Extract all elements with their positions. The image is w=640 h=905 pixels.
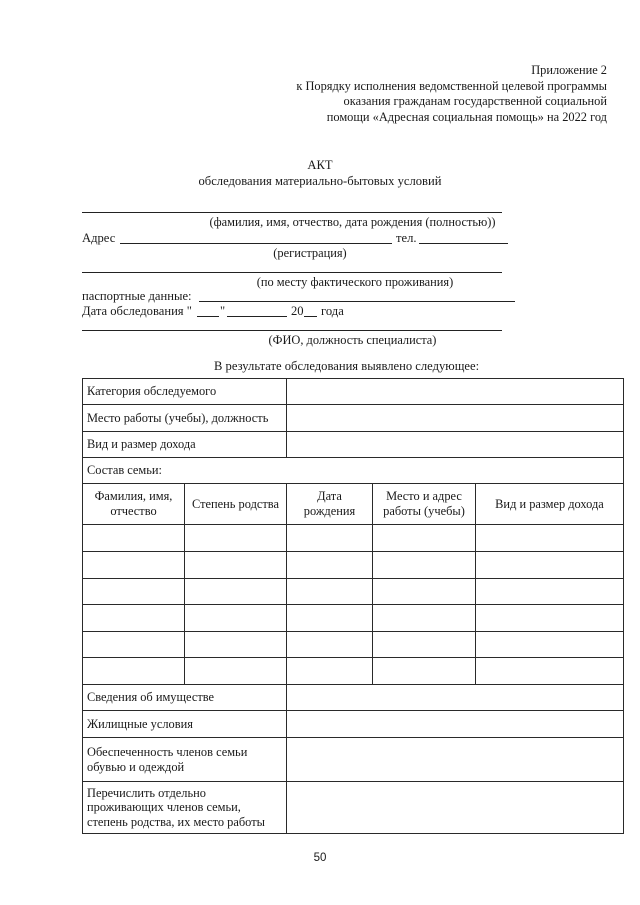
family-cell[interactable]	[83, 552, 185, 579]
family-cell[interactable]	[83, 579, 185, 605]
value-cell[interactable]	[287, 405, 624, 432]
address-line[interactable]	[120, 243, 392, 244]
family-header: Дата рождения	[287, 484, 373, 525]
date-day-line[interactable]	[197, 316, 219, 317]
appendix-line: Приложение 2	[531, 63, 607, 77]
phone-label: тел.	[396, 231, 417, 245]
family-row	[83, 605, 624, 632]
family-label: Состав семьи:	[83, 458, 624, 484]
family-row	[83, 632, 624, 658]
date-year-suffix: года	[321, 304, 344, 318]
phone-line[interactable]	[419, 243, 508, 244]
family-cell[interactable]	[476, 552, 624, 579]
family-cell[interactable]	[373, 605, 476, 632]
family-cell[interactable]	[476, 605, 624, 632]
family-header: Степень родства	[185, 484, 287, 525]
family-cell[interactable]	[83, 632, 185, 658]
act-title: АКТ	[307, 158, 333, 172]
table-row	[83, 782, 624, 834]
family-cell[interactable]	[373, 525, 476, 552]
family-cell[interactable]	[185, 632, 287, 658]
family-cell[interactable]	[287, 632, 373, 658]
table-row	[83, 458, 624, 484]
table-row	[83, 432, 624, 458]
passport-line[interactable]	[199, 301, 515, 302]
date-label	[82, 304, 192, 319]
specialist-line[interactable]	[82, 330, 502, 331]
page-number: 50	[313, 852, 327, 864]
appendix-header	[296, 63, 607, 125]
family-header: Фамилия, имя, отчество	[83, 484, 185, 525]
fio-line[interactable]	[82, 212, 502, 213]
row-label: Перечислить отдельно проживающих членов семьи, степень родства, их место работы	[83, 782, 287, 834]
date-year-prefix: 20	[291, 304, 304, 318]
family-header: Место и адрес работы (учебы)	[373, 484, 476, 525]
appendix-line: оказания гражданам государственной социальной	[343, 94, 607, 109]
family-cell[interactable]	[185, 658, 287, 685]
family-cell[interactable]	[83, 525, 185, 552]
value-cell[interactable]	[287, 738, 624, 782]
family-cell[interactable]	[476, 579, 624, 605]
act-subtitle: обследования материально-бытовых условий	[198, 174, 442, 188]
row-label: Категория обследуемого	[83, 379, 287, 405]
table-row	[83, 405, 624, 432]
table-row	[83, 711, 624, 738]
table-row	[83, 685, 624, 711]
date-year-line[interactable]	[304, 316, 317, 317]
family-cell[interactable]	[476, 658, 624, 685]
table-row	[83, 738, 624, 782]
appendix-line: к Порядку исполнения ведомственной целевой программы	[296, 78, 607, 93]
family-cell[interactable]	[287, 552, 373, 579]
family-cell[interactable]	[83, 658, 185, 685]
family-cell[interactable]	[476, 525, 624, 552]
value-cell[interactable]	[287, 685, 624, 711]
actual-residence-caption: (по месту фактического проживания)	[256, 275, 454, 289]
family-row	[83, 525, 624, 552]
address-label: Адрес	[82, 231, 116, 245]
family-cell[interactable]	[185, 552, 287, 579]
family-row	[83, 658, 624, 685]
family-cell[interactable]	[476, 632, 624, 658]
row-label: Место работы (учебы), должность	[83, 405, 287, 432]
registration-caption: (регистрация)	[273, 246, 347, 260]
family-cell[interactable]	[287, 579, 373, 605]
family-row	[83, 579, 624, 605]
family-cell[interactable]	[185, 579, 287, 605]
findings-intro: В результате обследования выявлено следующее:	[214, 359, 480, 373]
family-cell[interactable]	[373, 658, 476, 685]
row-label: Жилищные условия	[83, 711, 287, 738]
family-cell[interactable]	[373, 579, 476, 605]
specialist-caption: (ФИО, должность специалиста)	[268, 333, 437, 347]
value-cell[interactable]	[287, 782, 624, 834]
value-cell[interactable]	[287, 379, 624, 405]
date-quote: "	[220, 304, 226, 318]
passport-label: паспортные данные:	[82, 289, 192, 303]
family-header-row	[83, 484, 624, 525]
appendix-line: помощи «Адресная социальная помощь» на 2022 год	[326, 109, 607, 124]
row-label: Вид и размер дохода	[83, 432, 287, 458]
family-header: Вид и размер дохода	[476, 484, 624, 525]
family-cell[interactable]	[185, 605, 287, 632]
family-cell[interactable]	[83, 605, 185, 632]
row-label: Сведения об имуществе	[83, 685, 287, 711]
family-cell[interactable]	[185, 525, 287, 552]
family-cell[interactable]	[373, 552, 476, 579]
row-label: Обеспеченность членов семьи обувью и одеждой	[83, 738, 287, 782]
inspection-table	[82, 378, 624, 834]
date-month-line[interactable]	[227, 316, 287, 317]
date-label-prefix: Дата обследования "	[82, 304, 192, 318]
family-cell[interactable]	[287, 605, 373, 632]
family-row	[83, 552, 624, 579]
family-cell[interactable]	[287, 525, 373, 552]
table-row	[83, 379, 624, 405]
value-cell[interactable]	[287, 711, 624, 738]
family-cell[interactable]	[373, 632, 476, 658]
fio-caption: (фамилия, имя, отчество, дата рождения (полностью))	[209, 215, 496, 229]
family-cell[interactable]	[287, 658, 373, 685]
actual-residence-line[interactable]	[82, 272, 502, 273]
value-cell[interactable]	[287, 432, 624, 458]
